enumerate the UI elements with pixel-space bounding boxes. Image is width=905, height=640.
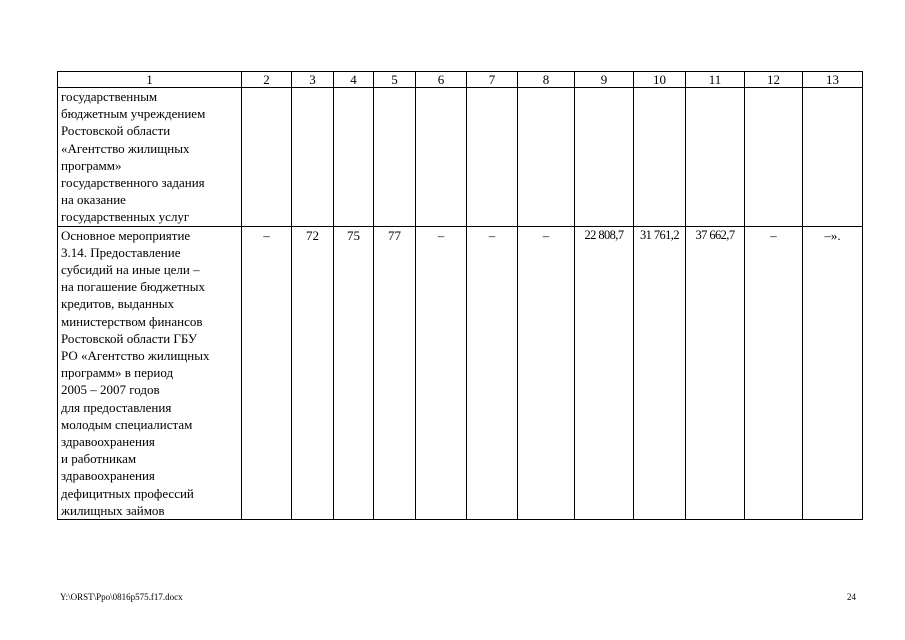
page-number: 24 <box>847 592 856 602</box>
column-number: 9 <box>575 72 634 88</box>
table-cell: –». <box>803 226 863 519</box>
table-cell <box>745 88 803 227</box>
table-cell <box>374 88 416 227</box>
column-number: 7 <box>467 72 518 88</box>
table-row <box>58 226 863 519</box>
header-row <box>58 72 863 88</box>
table-cell: – <box>467 226 518 519</box>
table-cell: – <box>518 226 575 519</box>
column-number: 10 <box>634 72 686 88</box>
column-number: 8 <box>518 72 575 88</box>
program-table <box>57 71 863 520</box>
description-text: Основное мероприятие 3.14. Предоставление субсидий на иные цели – на погашение бюджетных кредитов, выданных министерством финансов Ростовской области ГБУ РО «Агентство жилищных программ» в период 2005 – 2007 годов для предоставления молодым специалистам здравоохранения и работникам здравоохранения дефицитных профессий жилищных займов <box>61 227 210 518</box>
table-cell: 72 <box>292 226 334 519</box>
row-description <box>58 226 242 519</box>
table-cell: 77 <box>374 226 416 519</box>
table-cell <box>518 88 575 227</box>
column-number: 12 <box>745 72 803 88</box>
column-number: 3 <box>292 72 334 88</box>
table-cell <box>575 88 634 227</box>
table-cell <box>467 88 518 227</box>
column-number: 11 <box>686 72 745 88</box>
column-number: 5 <box>374 72 416 88</box>
description-text: государственным бюджетным учреждением Ростовской области «Агентство жилищных программ» государственного задания на оказание государственных услуг <box>61 89 206 225</box>
table-cell: 37 662,7 <box>686 226 745 519</box>
table-cell: – <box>416 226 467 519</box>
table-row <box>58 88 863 227</box>
table-cell: 75 <box>334 226 374 519</box>
table-cell <box>416 88 467 227</box>
table-cell: 22 808,7 <box>575 226 634 519</box>
table-cell <box>634 88 686 227</box>
footer-file-path: Y:\ORST\Ppo\0816p575.f17.docx <box>60 592 183 602</box>
table-cell <box>803 88 863 227</box>
column-number: 2 <box>242 72 292 88</box>
column-number: 13 <box>803 72 863 88</box>
table-cell: – <box>745 226 803 519</box>
column-number: 6 <box>416 72 467 88</box>
table-cell: 31 761,2 <box>634 226 686 519</box>
column-number: 1 <box>58 72 242 88</box>
row-description <box>58 88 242 227</box>
table-cell <box>242 88 292 227</box>
column-number: 4 <box>334 72 374 88</box>
table-cell <box>334 88 374 227</box>
table-cell: – <box>242 226 292 519</box>
table-cell <box>686 88 745 227</box>
table-cell <box>292 88 334 227</box>
